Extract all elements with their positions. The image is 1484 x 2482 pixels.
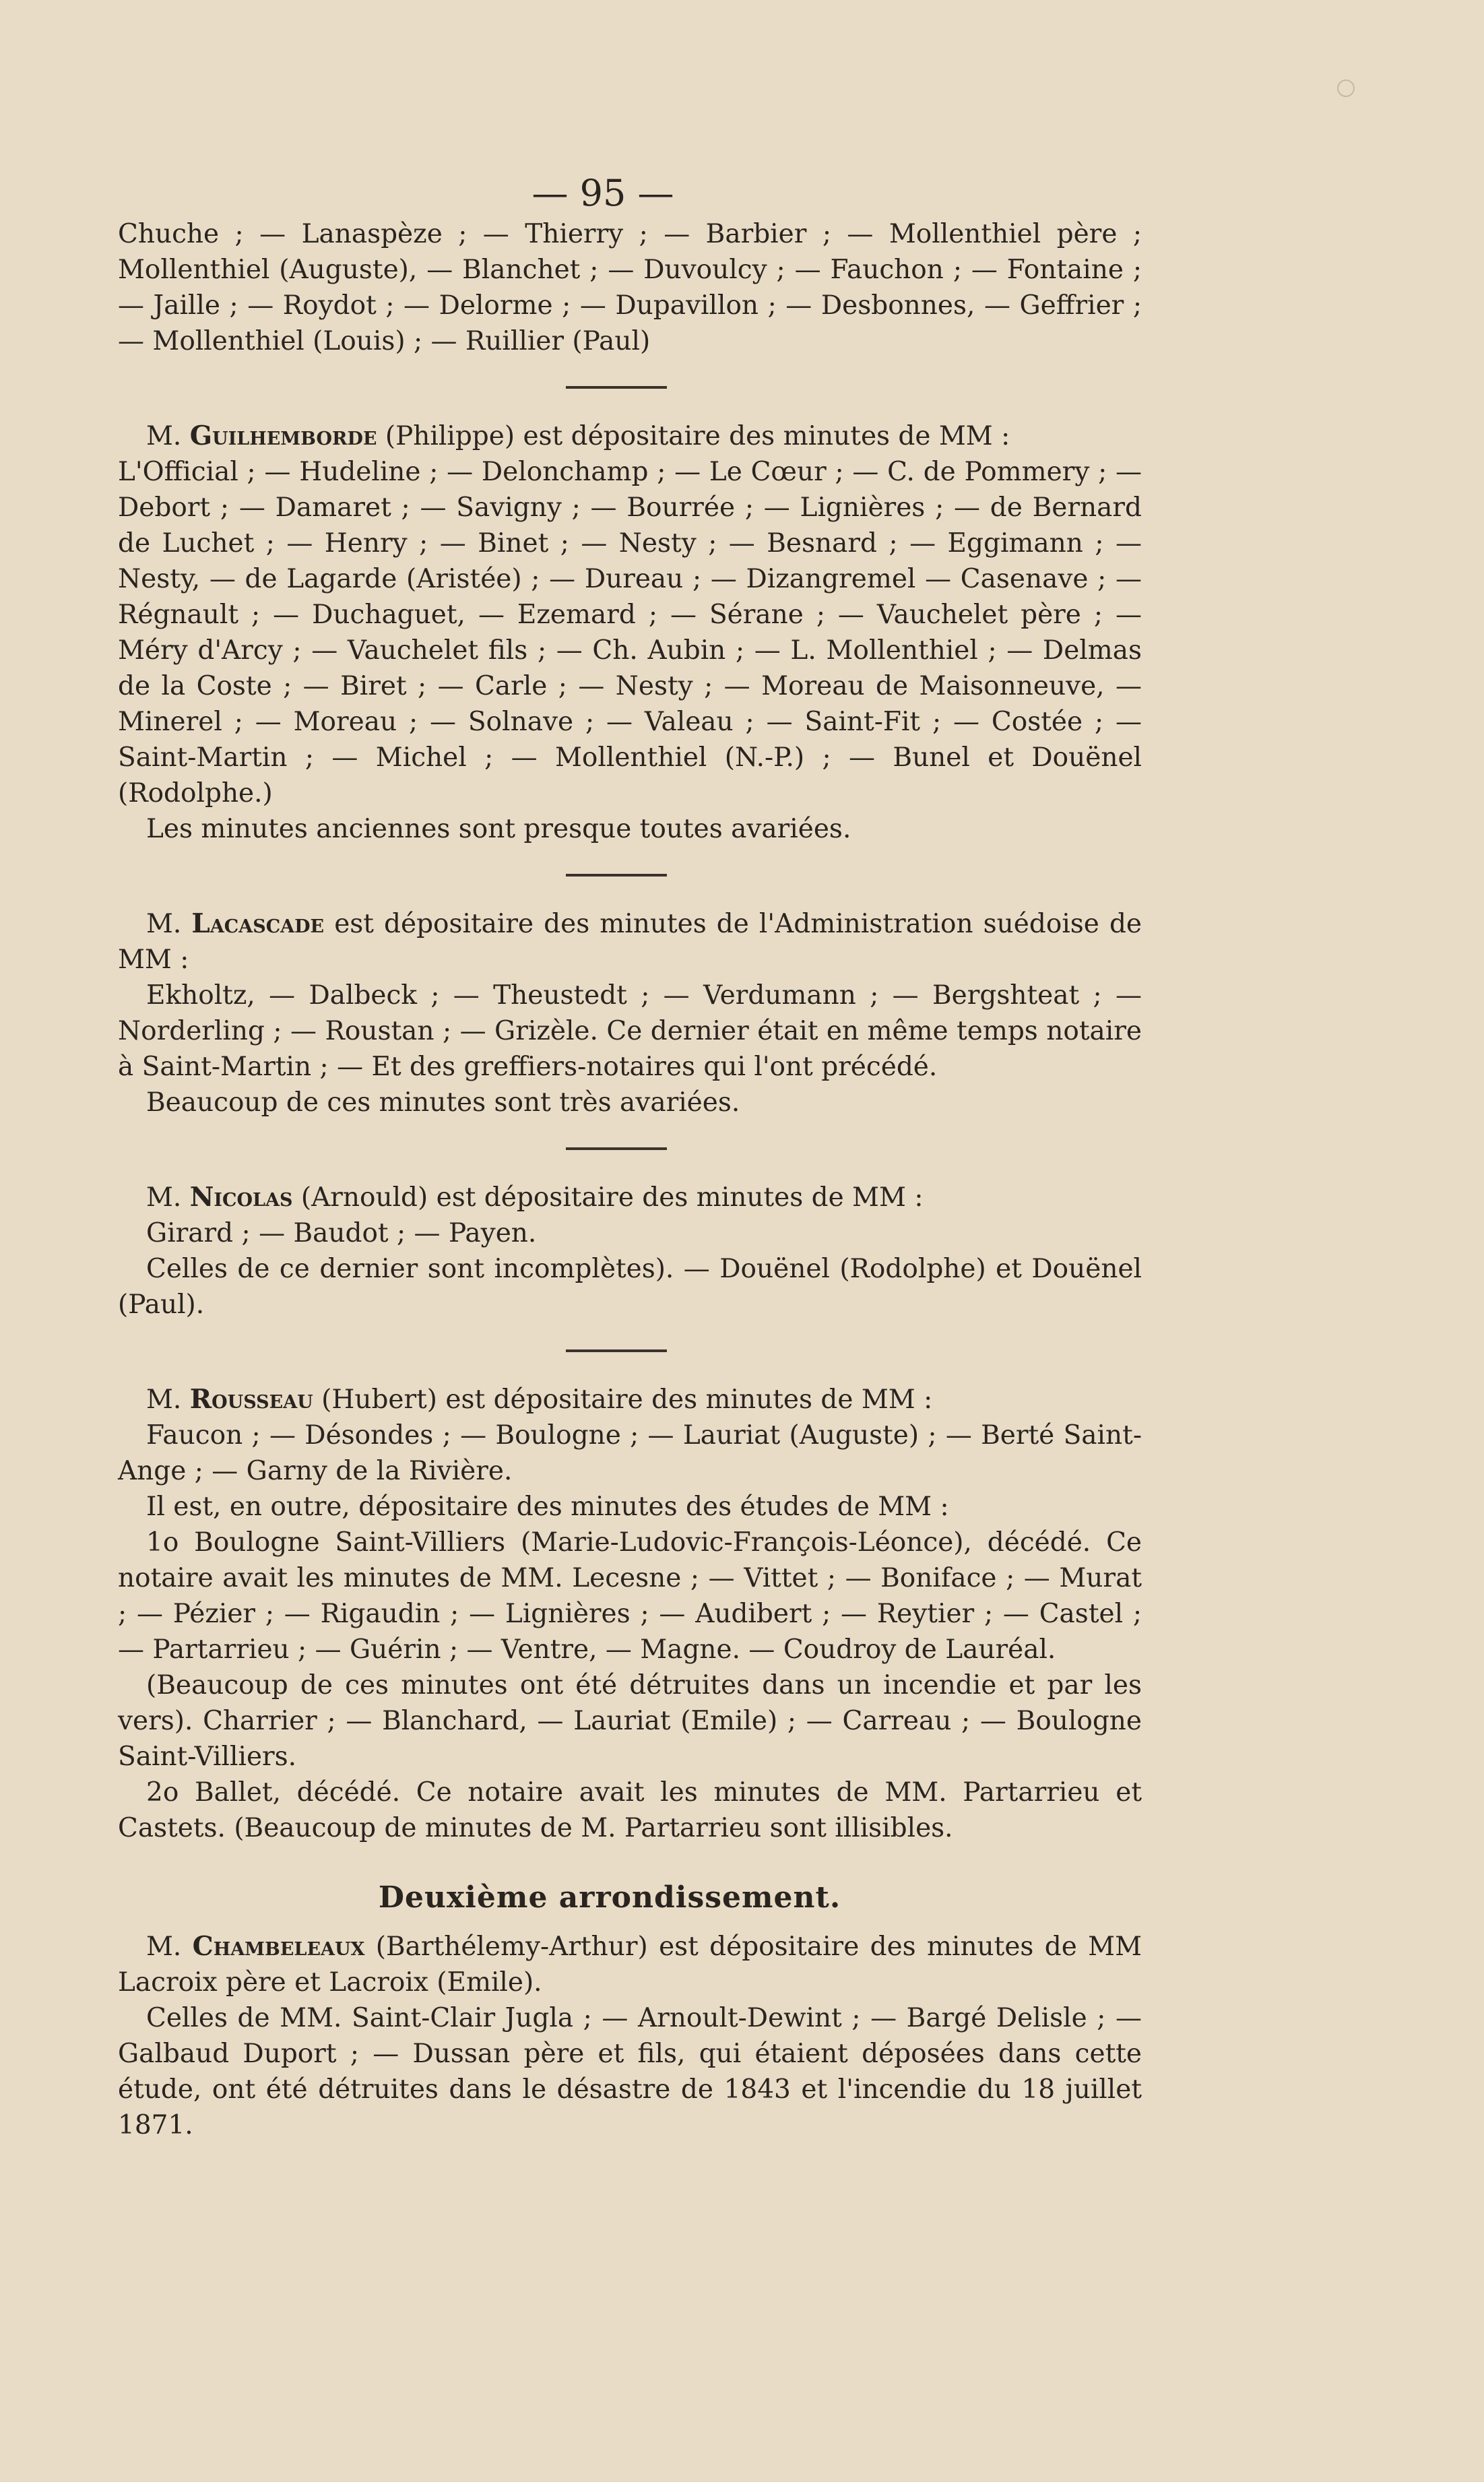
- paragraph: Celles de ce dernier sont incomplètes). — Douënel (Rodolphe) et Douënel (Paul).: [118, 1254, 1142, 1320]
- section-separator: [566, 386, 667, 389]
- paragraph: Ekholtz, — Dalbeck ; — Theustedt ; — Verdumann ; — Bergshteat ; — Norderling ; — Roustan ; — Grizèle. Ce dernier était en même temps notaire à Saint-Martin ; — Et des greffiers-notaires qui l'ont précédé.: [118, 980, 1142, 1082]
- notary-heading: [118, 1382, 1142, 1418]
- notary-name: Chambeleaux: [192, 1931, 365, 1962]
- notary-heading: [118, 1180, 1142, 1215]
- notary-name: Nicolas: [189, 1182, 293, 1213]
- section-separator: [566, 1147, 667, 1150]
- heading-text: (Philippe) est dépositaire des minutes de MM :: [377, 421, 1010, 451]
- paragraph: Girard ; — Baudot ; — Payen.: [146, 1218, 537, 1248]
- paragraph: Beaucoup de ces minutes sont très avariées.: [146, 1087, 740, 1118]
- heading-prefix: M.: [146, 421, 190, 451]
- notary-name: Lacascade: [191, 908, 325, 939]
- heading-text: est dépositaire des minutes de l'Administration suédoise de MM :: [118, 909, 1142, 975]
- document-body: [118, 216, 1142, 2143]
- notary-heading: [118, 906, 1142, 978]
- heading-text: (Arnould) est dépositaire des minutes de MM :: [292, 1182, 924, 1213]
- notary-name: Guilhemborde: [189, 420, 377, 451]
- document-page: [118, 172, 1142, 2143]
- paragraph: 1o Boulogne Saint-Villiers (Marie-Ludovic-François-Léonce), décédé. Ce notaire avait les minutes de MM. Lecesne ; — Vittet ; — Boniface ; — Murat ; — Pézier ; — Rigaudin ; — Lignières ; — Audibert ; — Reytier ; — Castel ; — Partarrieu ; — Guérin ; — Ventre, — Magne. — Coudroy de Lauréal.: [118, 1527, 1142, 1665]
- paper-stain: [1337, 79, 1355, 97]
- notary-heading: [118, 1929, 1142, 2000]
- paragraph: Il est, en outre, dépositaire des minutes des études de MM :: [146, 1492, 949, 1522]
- paragraph: 2o Ballet, décédé. Ce notaire avait les minutes de MM. Partarrieu et Castets. (Beaucoup de minutes de M. Partarrieu sont illisibles.: [118, 1777, 1142, 1843]
- paragraph: Les minutes anciennes sont presque toutes avariées.: [146, 814, 851, 844]
- notary-heading: [118, 418, 1142, 454]
- heading-text: (Hubert) est dépositaire des minutes de MM :: [313, 1385, 933, 1415]
- heading-prefix: M.: [146, 1932, 193, 1962]
- page-number: — 95 —: [531, 172, 674, 214]
- paragraph: Faucon ; — Désondes ; — Boulogne ; — Lauriat (Auguste) ; — Berté Saint-Ange ; — Garny de la Rivière.: [118, 1420, 1142, 1486]
- heading-text: (Barthélemy-Arthur) est dépositaire des minutes de MM Lacroix père et Lacroix (Emile).: [118, 1932, 1142, 1998]
- section-separator: [566, 874, 667, 877]
- section-title: Deuxième arrondissement.: [378, 1880, 841, 1915]
- paragraph: (Beaucoup de ces minutes ont été détruites dans un incendie et par les vers). Charrier ; — Blanchard, — Lauriat (Emile) ; — Carreau ; — Boulogne Saint-Villiers.: [118, 1670, 1142, 1772]
- heading-prefix: M.: [146, 1182, 190, 1213]
- paragraph: L'Official ; — Hudeline ; — Delonchamp ; — Le Cœur ; — C. de Pommery ; — Debort ; — Damaret ; — Savigny ; — Bourrée ; — Lignières ; — de Bernard de Luchet ; — Henry ; — Binet ; — Nesty ; — Besnard ; — Eggimann ; — Nesty, — de Lagarde (Aristée) ; — Dureau ; — Dizangremel — Casenave ; — Régnault ; — Duchaguet, — Ezemard ; — Sérane ; — Vauchelet père ; — Méry d'Arcy ; — Vauchelet fils ; — Ch. Aubin ; — L. Mollenthiel ; — Delmas de la Coste ; — Biret ; — Carle ; — Nesty ; — Moreau de Maisonneuve, — Minerel ; — Moreau ; — Solnave ; — Valeau ; — Saint-Fit ; — Costée ; — Saint-Martin ; — Michel ; — Mollenthiel (N.-P.) ; — Bunel et Douënel (Rodolphe.): [118, 457, 1142, 808]
- heading-prefix: M.: [146, 1385, 190, 1415]
- heading-prefix: M.: [146, 909, 192, 939]
- section-separator: [566, 1349, 667, 1352]
- paragraph: Celles de MM. Saint-Clair Jugla ; — Arnoult-Dewint ; — Bargé Delisle ; — Galbaud Duport ; — Dussan père et fils, qui étaient déposées dans cette étude, ont été détruites dans le désastre de 1843 et l'incendie du 18 juillet 1871.: [118, 2003, 1142, 2140]
- notary-name: Rousseau: [189, 1384, 313, 1415]
- paragraph: Chuche ; — Lanaspèze ; — Thierry ; — Barbier ; — Mollenthiel père ; Mollenthiel (Auguste), — Blanchet ; — Duvoulcy ; — Fauchon ; — Fontaine ; — Jaille ; — Roydot ; — Delorme ; — Dupavillon ; — Desbonnes, — Geffrier ; — Mollenthiel (Louis) ; — Ruillier (Paul): [118, 219, 1142, 356]
